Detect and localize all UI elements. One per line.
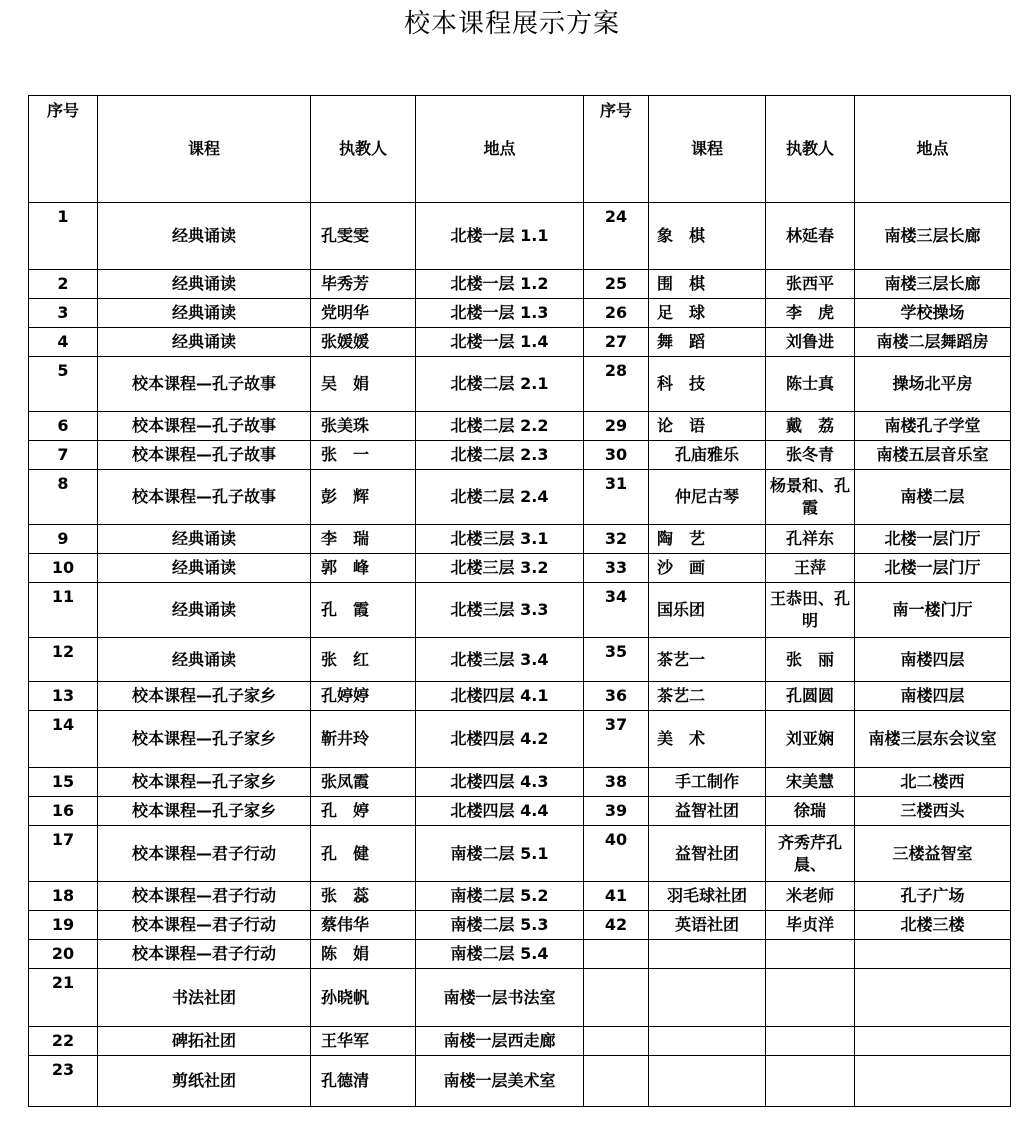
teacher-cell: 张 丽 [766,638,855,682]
teacher-cell: 张 红 [311,638,416,682]
course-cell: 经典诵读 [98,270,311,299]
header-seq: 序号 [29,96,98,203]
course-cell: 经典诵读 [98,299,311,328]
seq-cell: 41 [584,882,649,911]
teacher-cell: 孔 霞 [311,583,416,638]
location-cell: 北楼一层门厅 [855,554,1011,583]
location-cell: 孔子广场 [855,882,1011,911]
page-title: 校本课程展示方案 [403,9,620,39]
teacher-cell: 刘鲁进 [766,328,855,357]
seq-cell: 9 [29,525,98,554]
teacher-cell: 孔 婷 [311,797,416,826]
table-row [29,357,1011,412]
teacher-cell: 吴 娟 [311,357,416,412]
seq-cell: 30 [584,441,649,470]
location-cell: 三楼益智室 [855,826,1011,882]
course-cell: 经典诵读 [98,525,311,554]
table-row [29,328,1011,357]
location-cell: 南一楼门厅 [855,583,1011,638]
course-cell: 经典诵读 [98,328,311,357]
teacher-cell: 孔 健 [311,826,416,882]
seq-cell: 39 [584,797,649,826]
teacher-cell: 宋美慧 [766,768,855,797]
table-row [29,826,1011,882]
teacher-cell: 戴 荔 [766,412,855,441]
location-cell: 北楼三层 3.1 [416,525,584,554]
course-cell: 经典诵读 [98,638,311,682]
seq-cell: 6 [29,412,98,441]
course-cell: 经典诵读 [98,583,311,638]
seq-cell: 20 [29,940,98,969]
course-cell: 足 球 [649,299,766,328]
header-course: 课程 [98,96,311,203]
teacher-cell: 米老师 [766,882,855,911]
location-cell: 南楼二层 5.2 [416,882,584,911]
course-cell: 国乐团 [649,583,766,638]
table-row [29,711,1011,768]
seq-cell: 36 [584,682,649,711]
table-row [29,470,1011,525]
seq-cell: 2 [29,270,98,299]
course-cell: 象 棋 [649,203,766,270]
seq-cell: 11 [29,583,98,638]
empty-cell [649,969,766,1027]
seq-cell: 37 [584,711,649,768]
table-row [29,638,1011,682]
seq-cell: 12 [29,638,98,682]
course-cell: 校本课程—孔子故事 [98,412,311,441]
seq-cell: 8 [29,470,98,525]
teacher-cell: 孔雯雯 [311,203,416,270]
course-cell: 校本课程—孔子家乡 [98,768,311,797]
course-cell: 茶艺二 [649,682,766,711]
teacher-cell: 孔圆圆 [766,682,855,711]
location-cell: 北楼三层 3.3 [416,583,584,638]
empty-cell [855,1056,1011,1107]
table-row [29,270,1011,299]
teacher-cell: 李 虎 [766,299,855,328]
seq-cell: 38 [584,768,649,797]
course-cell: 益智社团 [649,797,766,826]
table-row [29,583,1011,638]
location-cell: 北楼二层 2.1 [416,357,584,412]
empty-cell [855,969,1011,1027]
teacher-cell: 张凤霞 [311,768,416,797]
teacher-cell: 蔡伟华 [311,911,416,940]
empty-cell [766,1027,855,1056]
teacher-cell: 王恭田、孔明 [766,583,855,638]
table-row [29,203,1011,270]
table-row [29,412,1011,441]
seq-cell: 27 [584,328,649,357]
seq-cell: 21 [29,969,98,1027]
teacher-cell: 毕贞洋 [766,911,855,940]
teacher-cell: 彭 辉 [311,470,416,525]
table-row [29,797,1011,826]
location-cell: 北楼二层 2.4 [416,470,584,525]
teacher-cell: 杨景和、孔霞 [766,470,855,525]
course-cell: 论 语 [649,412,766,441]
course-cell: 碑拓社团 [98,1027,311,1056]
header-seq: 序号 [584,96,649,203]
course-plan-table [28,95,1011,1107]
table-row [29,940,1011,969]
seq-cell: 5 [29,357,98,412]
location-cell: 南楼一层西走廊 [416,1027,584,1056]
seq-cell: 14 [29,711,98,768]
course-cell: 科 技 [649,357,766,412]
teacher-cell: 张 一 [311,441,416,470]
seq-cell: 28 [584,357,649,412]
empty-cell [649,940,766,969]
empty-cell [649,1056,766,1107]
teacher-cell: 张 蕊 [311,882,416,911]
course-cell: 校本课程—孔子故事 [98,441,311,470]
course-cell: 校本课程—君子行动 [98,940,311,969]
teacher-cell: 陈士真 [766,357,855,412]
empty-cell [766,1056,855,1107]
course-cell: 茶艺一 [649,638,766,682]
seq-cell: 16 [29,797,98,826]
location-cell: 北楼二层 2.3 [416,441,584,470]
course-cell: 校本课程—君子行动 [98,911,311,940]
course-cell: 经典诵读 [98,203,311,270]
location-cell: 北楼四层 4.3 [416,768,584,797]
teacher-cell: 毕秀芳 [311,270,416,299]
location-cell: 南楼一层美术室 [416,1056,584,1107]
course-cell: 校本课程—孔子家乡 [98,682,311,711]
teacher-cell: 孔婷婷 [311,682,416,711]
empty-cell [584,1027,649,1056]
header-teacher: 执教人 [766,96,855,203]
location-cell: 北楼二层 2.2 [416,412,584,441]
teacher-cell: 靳井玲 [311,711,416,768]
teacher-cell: 张冬青 [766,441,855,470]
seq-cell: 26 [584,299,649,328]
location-cell: 北楼三楼 [855,911,1011,940]
teacher-cell: 张西平 [766,270,855,299]
seq-cell: 4 [29,328,98,357]
location-cell: 北楼三层 3.2 [416,554,584,583]
table-row [29,911,1011,940]
teacher-cell: 陈 娟 [311,940,416,969]
course-cell: 校本课程—君子行动 [98,882,311,911]
teacher-cell: 王萍 [766,554,855,583]
table-row [29,441,1011,470]
header-row [29,96,1011,203]
course-cell: 经典诵读 [98,554,311,583]
seq-cell: 23 [29,1056,98,1107]
course-cell: 校本课程—孔子故事 [98,357,311,412]
course-cell: 陶 艺 [649,525,766,554]
table-row [29,969,1011,1027]
seq-cell: 13 [29,682,98,711]
seq-cell: 18 [29,882,98,911]
course-cell: 孔庙雅乐 [649,441,766,470]
course-cell: 手工制作 [649,768,766,797]
teacher-cell: 孔德清 [311,1056,416,1107]
location-cell: 三楼西头 [855,797,1011,826]
teacher-cell: 刘亚娴 [766,711,855,768]
course-cell: 书法社团 [98,969,311,1027]
table-row [29,882,1011,911]
seq-cell: 10 [29,554,98,583]
teacher-cell: 王华军 [311,1027,416,1056]
course-cell: 美 术 [649,711,766,768]
empty-cell [855,1027,1011,1056]
teacher-cell: 徐瑞 [766,797,855,826]
seq-cell: 34 [584,583,649,638]
teacher-cell: 张媛媛 [311,328,416,357]
location-cell: 南楼二层 [855,470,1011,525]
header-location: 地点 [416,96,584,203]
location-cell: 南楼四层 [855,638,1011,682]
location-cell: 南楼三层东会议室 [855,711,1011,768]
seq-cell: 25 [584,270,649,299]
location-cell: 北二楼西 [855,768,1011,797]
location-cell: 南楼二层舞蹈房 [855,328,1011,357]
teacher-cell: 党明华 [311,299,416,328]
location-cell: 南楼五层音乐室 [855,441,1011,470]
seq-cell: 35 [584,638,649,682]
seq-cell: 3 [29,299,98,328]
location-cell: 学校操场 [855,299,1011,328]
header-location: 地点 [855,96,1011,203]
course-cell: 校本课程—孔子故事 [98,470,311,525]
table-row [29,768,1011,797]
seq-cell: 42 [584,911,649,940]
empty-cell [766,969,855,1027]
teacher-cell: 张美珠 [311,412,416,441]
course-cell: 校本课程—孔子家乡 [98,797,311,826]
course-cell: 舞 蹈 [649,328,766,357]
location-cell: 南楼三层长廊 [855,270,1011,299]
seq-cell: 31 [584,470,649,525]
seq-cell: 40 [584,826,649,882]
location-cell: 北楼一层 1.3 [416,299,584,328]
teacher-cell: 孔祥东 [766,525,855,554]
teacher-cell: 孙晓帆 [311,969,416,1027]
empty-cell [766,940,855,969]
teacher-cell: 李 瑞 [311,525,416,554]
course-cell: 剪纸社团 [98,1056,311,1107]
location-cell: 南楼三层长廊 [855,203,1011,270]
location-cell: 北楼四层 4.2 [416,711,584,768]
empty-cell [649,1027,766,1056]
seq-cell: 32 [584,525,649,554]
seq-cell: 33 [584,554,649,583]
table-row [29,299,1011,328]
location-cell: 南楼孔子学堂 [855,412,1011,441]
location-cell: 南楼四层 [855,682,1011,711]
location-cell: 南楼二层 5.1 [416,826,584,882]
seq-cell: 7 [29,441,98,470]
course-cell: 仲尼古琴 [649,470,766,525]
location-cell: 北楼一层门厅 [855,525,1011,554]
empty-cell [584,940,649,969]
table-row [29,554,1011,583]
course-cell: 沙 画 [649,554,766,583]
table-row [29,525,1011,554]
seq-cell: 24 [584,203,649,270]
table-row [29,1027,1011,1056]
location-cell: 北楼一层 1.4 [416,328,584,357]
course-cell: 益智社团 [649,826,766,882]
teacher-cell: 齐秀芹孔晨、 [766,826,855,882]
location-cell: 北楼一层 1.1 [416,203,584,270]
location-cell: 南楼二层 5.3 [416,911,584,940]
course-cell: 羽毛球社团 [649,882,766,911]
location-cell: 北楼四层 4.4 [416,797,584,826]
seq-cell: 19 [29,911,98,940]
empty-cell [584,969,649,1027]
location-cell: 南楼一层书法室 [416,969,584,1027]
course-cell: 围 棋 [649,270,766,299]
seq-cell: 1 [29,203,98,270]
location-cell: 北楼一层 1.2 [416,270,584,299]
course-cell: 校本课程—君子行动 [98,826,311,882]
location-cell: 操场北平房 [855,357,1011,412]
location-cell: 南楼二层 5.4 [416,940,584,969]
seq-cell: 29 [584,412,649,441]
table-row [29,682,1011,711]
empty-cell [855,940,1011,969]
seq-cell: 17 [29,826,98,882]
course-cell: 校本课程—孔子家乡 [98,711,311,768]
course-cell: 英语社团 [649,911,766,940]
seq-cell: 15 [29,768,98,797]
location-cell: 北楼四层 4.1 [416,682,584,711]
table-row [29,1056,1011,1107]
seq-cell: 22 [29,1027,98,1056]
empty-cell [584,1056,649,1107]
header-teacher: 执教人 [311,96,416,203]
teacher-cell: 郭 峰 [311,554,416,583]
location-cell: 北楼三层 3.4 [416,638,584,682]
teacher-cell: 林延春 [766,203,855,270]
header-course: 课程 [649,96,766,203]
